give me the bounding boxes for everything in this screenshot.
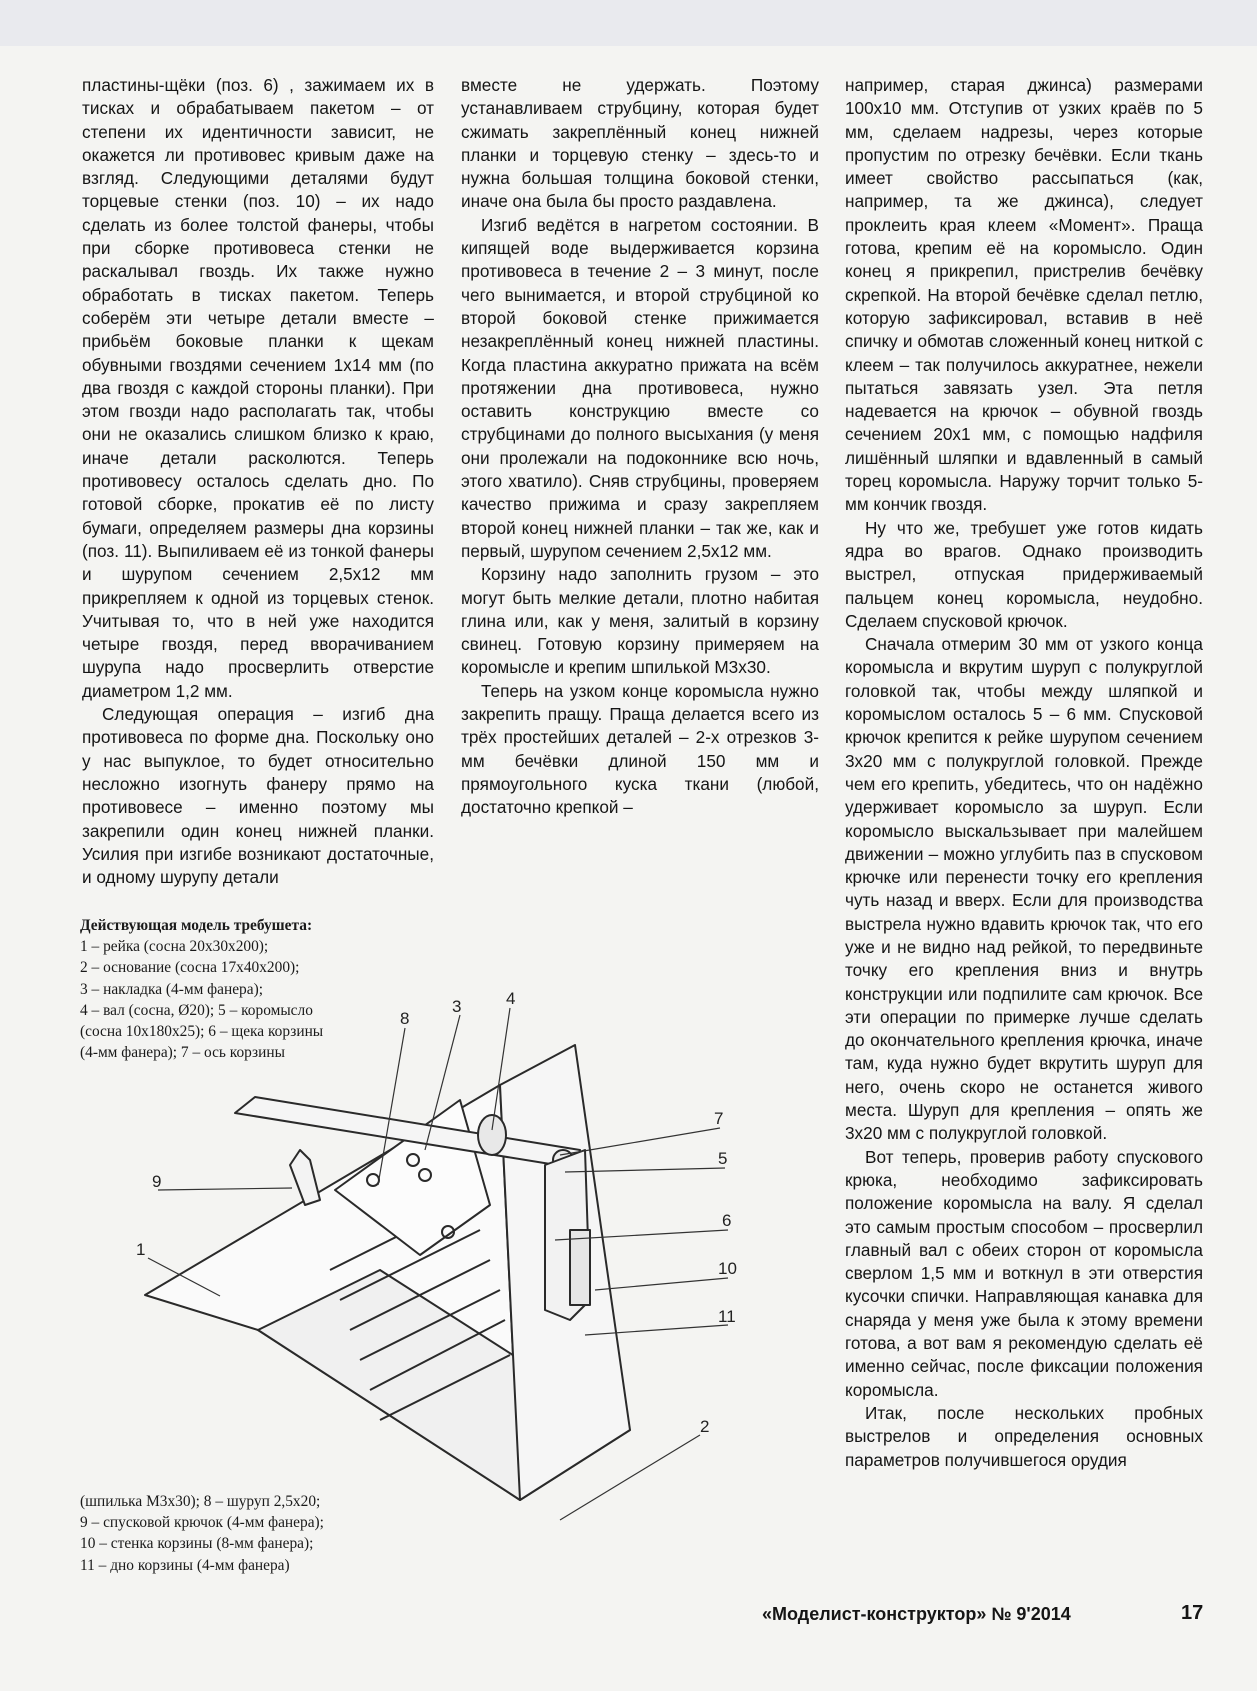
paragraph: Корзину надо заполнить грузом – это могут быть мелкие детали, плотно набитая глина или, как у меня, залитый в корзину свинец. Готовую корзину примеряем на коромысле и крепим шпилькой М3х30. [461, 564, 819, 678]
scan-top-band [0, 0, 1257, 46]
caption-line: (сосна 10х180х25); 6 – щека корзины [80, 1023, 324, 1041]
callout-8: 8 [400, 1009, 410, 1028]
figure-caption-bottom [80, 1491, 400, 1576]
basket-wall [570, 1230, 590, 1305]
caption-line: (шпилька М3х30); 8 – шуруп 2,5х20; [80, 1493, 321, 1510]
caption-line: 1 – рейка (сосна 20х30х200); [80, 938, 269, 956]
callout-2: 2 [700, 1417, 710, 1436]
caption-line: 9 – спусковой крючок (4-мм фанера); [80, 1514, 324, 1532]
caption-line: 11 – дно корзины (4-мм фанера) [80, 1556, 290, 1574]
paragraph: Следующая операция – изгиб дна противовеса по форме дна. Поскольку оно у нас выпуклое, то будет относительно несложно изогнуть фанеру прямо на противовесе – именно поэтому мы закрепили один конец нижней планки. Усилия при изгибе возникают достаточные, и одному шурупу детали [82, 704, 434, 888]
trigger-hook [290, 1150, 320, 1205]
page-number: 17 [1181, 1602, 1204, 1624]
callout-10: 10 [718, 1259, 737, 1278]
callout-5: 5 [718, 1149, 728, 1168]
text-column-2 [461, 74, 819, 820]
text-column-1 [82, 74, 434, 889]
caption-line: 2 – основание (сосна 17х40х200); [80, 959, 300, 977]
paragraph: Итак, после нескольких пробных выстрелов и определения основных параметров получившегося орудия [845, 1402, 1203, 1470]
callout-11: 11 [718, 1307, 736, 1326]
caption-line: 10 – стенка корзины (8-мм фанера); [80, 1535, 314, 1553]
trebuchet-drawing [120, 970, 760, 1570]
paragraph: пластины-щёки (поз. 6) , зажимаем их в тисках и обрабатываем пакетом – от степени их идентичности зависит, не окажется ли противовес кривым даже на взгляд. Следующими деталями будут торцевые стенки (поз. 10) – их надо сделать из более толстой фанеры, чтобы при сборке противовеса стенки не раскалывал гвоздь. Их также нужно обработать в тисках пакетом. Теперь соберём эти четыре детали вместе – прибьём боковые планки к щекам обувными гвоздями сечением 1х14 мм (по два гвоздя с каждой стороны планки). При этом гвозди надо располагать так, чтобы они не оказались слишком близко к краю, иначе детали расколются. Теперь противовесу осталось сделать дно. По готовой сборке, прокатив её по листу бумаги, определяем размеры дна корзины (поз. 11). Выпиливаем её из тонкой фанеры и шурупом сечением 2,5х12 мм прикрепляем к одной из торцевых стенок. Учитывая то, что в ней уже находится четыре гвоздя, перед вворачиванием шурупа надо просверлить отверстие диаметром 1,2 мм. [82, 75, 434, 701]
paragraph: Ну что же, требушет уже готов кидать ядра во врагов. Однако производить выстрел, отпуская придерживаемый пальцем конец коромысла, неудобно. Сделаем спусковой крючок. [845, 517, 1203, 631]
callout-7: 7 [714, 1109, 724, 1128]
text-column-3 [845, 74, 1203, 1472]
axle-part [478, 1115, 506, 1155]
leader-line [595, 1278, 728, 1290]
callout-3: 3 [452, 997, 462, 1016]
paragraph: Вот теперь, проверив работу спускового крюка, необходимо зафиксировать положение коромысла на валу. Я сделал это самым простым способом – просверлил главный вал с обеих сторон от коромысла сверлом 1,5 мм и воткнул в эти отверстия кусочки спички. Направляющая канавка для снаряда у меня уже была к этому времени готова, а вот вам я рекомендую сделать её именно сейчас, после фиксации положения коромысла. [845, 1146, 1203, 1400]
callout-9: 9 [152, 1172, 162, 1191]
paragraph: например, старая джинса) размерами 100х10 мм. Отступив от узких краёв по 5 мм, сделаем надрезы, через которые пропустим по отрезку бечёвки. Если ткань имеет свойство рассыпаться (как, например, та же джинса), следует проклеить края клеем «Момент». Праща готова, крепим её на коромысло. Один конец я прикрепил, пристрелив бечёвку скрепкой. На второй бечёвке сделал петлю, которую зафиксировал, вставив в неё спичку и обмотав сложенный конец ниткой с клеем – так получилось аккуратнее, нежели пытаться завязать узел. Эта петля надевается на крючок – обувной гвоздь сечением 20х1 мм, с помощью надфиля лишённый шляпки и вдавленный в самый торец коромысла. Наружу торчит только 5-мм кончик гвоздя. [845, 75, 1203, 515]
caption-line: 4 – вал (сосна, Ø20); 5 – коромысло [80, 1001, 313, 1019]
callout-6: 6 [722, 1211, 732, 1230]
paragraph: Теперь на узком конце коромысла нужно закрепить пращу. Праща делается всего из трёх простейших деталей – 2-х отрезков 3-мм бечёвки длиной 150 мм и прямоугольного куска ткани (любой, достаточно крепкой – [461, 680, 819, 818]
magazine-footer: «Моделист-конструктор» № 9'2014 [762, 1604, 1071, 1624]
callout-4: 4 [506, 989, 516, 1008]
paragraph: Изгиб ведётся в нагретом состоянии. В кипящей воде выдерживается корзина противовеса в течение 2 – 3 минут, после чего вынимается, и второй струбциной ко второй боковой стенке прижимается незакреплённый конец нижней пластины. Когда пластина аккуратно прижата на всём протяжении дна противовеса, нужно оставить конструкцию вместе со струбцинами до полного высыхания (у меня они пролежали на подоконнике всю ночь, этого хватило). Сняв струбцины, проверяем качество прижима и сразу закрепляем второй конец нижней планки – так же, как и первый, шурупом сечением 2,5х12 мм. [461, 214, 819, 561]
caption-line: (4-мм фанера); 7 – ось корзины [80, 1044, 285, 1062]
callout-1: 1 [136, 1240, 146, 1259]
paragraph: вместе не удержать. Поэтому устанавливаем струбцину, которая будет сжимать закреплённый конец нижней планки и торцевую стенку – здесь-то и нужна большая толщина боковой стенки, иначе она была бы просто раздавлена. [461, 75, 819, 212]
caption-line: 3 – накладка (4-мм фанера); [80, 980, 263, 998]
caption-heading: Действующая модель требушета: [80, 917, 313, 934]
paragraph: Сначала отмерим 30 мм от узкого конца коромысла и вкрутим шуруп с полукруглой головкой так, чтобы между шляпкой и коромыслом осталось 5 – 6 мм. Спусковой крючок крепится к рейке шурупом сечением 3х20 мм с полукруглой головкой. Прежде чем его крепить, убедитесь, что он надёжно удерживает коромысло за шуруп. Если коромысло выскальзывает при малейшем движении – можно углубить паз в спусковом крючке или перенести точку его крепления чуть назад и вверх. Если для производства выстрела нужно вдавить крючок так, что его уже и не видно над рейкой, то передвиньте точку его крепления вниз и внутрь конструкции или подпилите сам крючок. Все эти операции по примерке лучше сделать до окончательного крепления крючка, иначе там, куда нужно будет вкрутить шуруп для него, очень скоро не останется живого места. Шуруп для крепления – опять же 3х20 мм с полукруглой головкой. [845, 634, 1203, 1144]
leader-line [158, 1188, 292, 1190]
